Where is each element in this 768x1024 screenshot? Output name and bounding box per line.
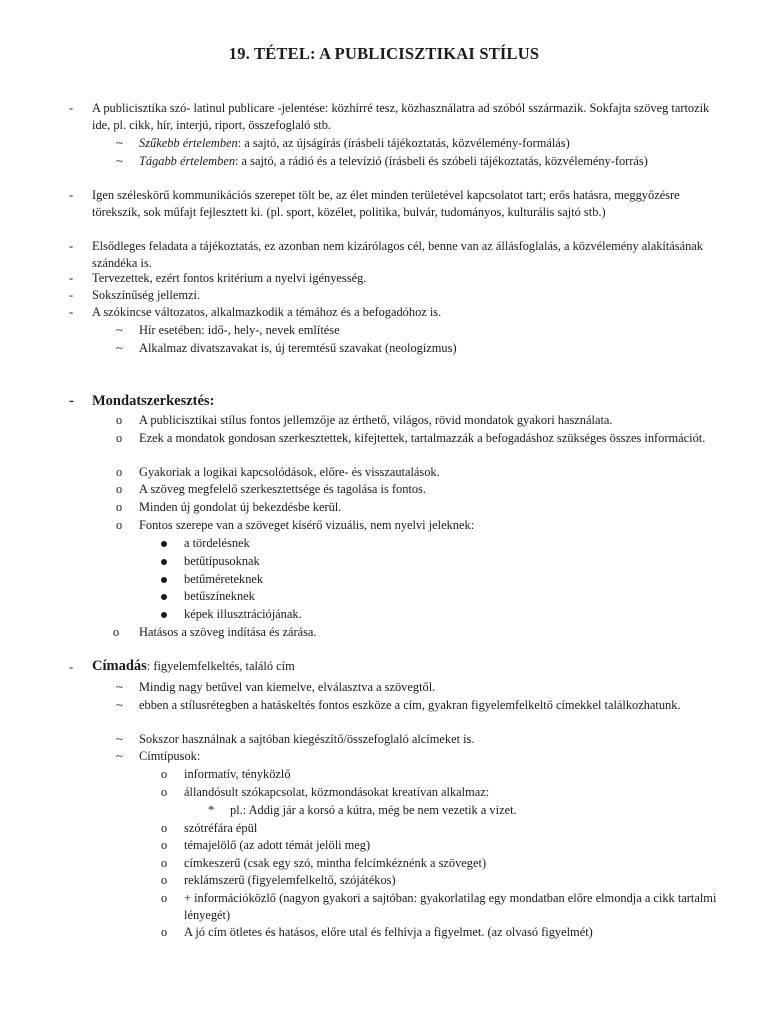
circle-marker: o bbox=[161, 925, 168, 939]
bullet-marker bbox=[161, 541, 167, 547]
tilde-marker: ~ bbox=[116, 698, 123, 712]
item-text: Gyakoriak a logikai kapcsolódások, előre- és visszautalások. bbox=[139, 465, 440, 479]
dash-marker: - bbox=[69, 660, 74, 674]
circle-marker: o bbox=[161, 821, 168, 835]
item-text: Sokszor használnak a sajtóban kiegészítő/összefoglaló alcímeket is. bbox=[139, 732, 475, 746]
dash-marker: - bbox=[69, 288, 74, 302]
item-text: címkeszerű (csak egy szó, mintha felcímkéznénk a szöveget) bbox=[184, 856, 487, 870]
item-text: Alkalmaz divatszavakat is, új teremtésű szavakat (neologizmus) bbox=[139, 341, 457, 355]
circle-marker: o bbox=[116, 413, 123, 427]
item-text: betűméreteknek bbox=[184, 572, 264, 586]
circle-marker: o bbox=[161, 856, 168, 870]
dash-marker: - bbox=[69, 271, 74, 285]
item-text: A publicisztika szó- latinul publicare -jelentése: közhírré tesz, közhasználatra ad szóból sszármazik. Sokfajta szöveg tartozik ide, pl. cikk, hír, interjú, riport, összefoglaló stb. bbox=[92, 101, 710, 132]
item-text: Ezek a mondatok gondosan szerkesztettek, kifejtettek, tartalmazzák a befogadáshoz szükséges összes információt. bbox=[139, 431, 706, 445]
item-text: Minden új gondolat új bekezdésbe kerül. bbox=[139, 500, 342, 514]
circle-marker: o bbox=[113, 625, 120, 639]
item-text: betűszíneknek bbox=[184, 589, 255, 603]
heading-text: Címadás: figyelemfelkeltés, találó cím bbox=[92, 658, 295, 674]
item-text: Elsődleges feladata a tájékoztatás, ez azonban nem kizárólagos cél, benne van az állásfoglalás, a közvélemény alakításának szándéka is. bbox=[92, 239, 703, 270]
item-text: reklámszerű (figyelemfelkeltő, szójátékos) bbox=[184, 873, 396, 887]
item-text: + információközlő (nagyon gyakori a sajtóban: gyakorlatilag egy mondatban előre elmondja a cikk tartalmi lényegét) bbox=[184, 891, 717, 922]
bullet-marker bbox=[161, 559, 167, 565]
circle-marker: o bbox=[161, 891, 168, 905]
item-text: Fontos szerepe van a szöveget kísérő vizuális, nem nyelvi jeleknek: bbox=[139, 518, 475, 532]
item-text: témajelölő (az adott témát jelöli meg) bbox=[184, 838, 371, 852]
item-text: A szöveg megfelelő szerkesztettsége és tagolása is fontos. bbox=[139, 482, 426, 496]
bullet-marker bbox=[161, 594, 167, 600]
item-text: a tördelésnek bbox=[184, 536, 250, 550]
item-text: Mindig nagy betűvel van kiemelve, elválasztva a szövegtől. bbox=[139, 680, 436, 694]
item-text: állandósult szókapcsolat, közmondásokat kreatívan alkalmaz: bbox=[184, 785, 490, 799]
item-text: ebben a stílusrétegben a hatáskeltés fontos eszköze a cím, gyakran figyelemfelkeltő címekkel találkozhatunk. bbox=[139, 698, 681, 712]
tilde-marker: ~ bbox=[116, 732, 123, 746]
item-text: Hatásos a szöveg indítása és zárása. bbox=[139, 625, 317, 639]
circle-marker: o bbox=[161, 873, 168, 887]
circle-marker: o bbox=[161, 838, 168, 852]
page-title: 19. TÉTEL: A PUBLICISZTIKAI STÍLUS bbox=[228, 44, 540, 63]
item-text: Sokszínűség jellemzi. bbox=[92, 288, 201, 302]
tilde-marker: ~ bbox=[116, 154, 123, 168]
dash-marker: - bbox=[69, 188, 74, 202]
circle-marker: o bbox=[161, 767, 168, 781]
item-text: képek illusztrációjának. bbox=[184, 607, 302, 621]
tilde-marker: ~ bbox=[116, 680, 123, 694]
item-text: A jó cím ötletes és hatásos, előre utal és felhívja a figyelmet. (az olvasó figyelmét) bbox=[184, 925, 593, 939]
item-text: A szókincse változatos, alkalmazkodik a témához és a befogadóhoz is. bbox=[92, 305, 442, 319]
tilde-marker: ~ bbox=[116, 749, 123, 763]
dash-marker: - bbox=[69, 239, 74, 253]
item-text: betűtípusoknak bbox=[184, 554, 260, 568]
dash-marker: - bbox=[69, 101, 74, 115]
tilde-marker: ~ bbox=[116, 341, 123, 355]
item-text: informatív, tényközlő bbox=[184, 767, 291, 781]
tilde-marker: ~ bbox=[116, 136, 123, 150]
dash-marker: - bbox=[69, 393, 74, 409]
item-text: Szűkebb értelemben: a sajtó, az újságírás (írásbeli tájékoztatás, közvélemény-formálás) bbox=[139, 136, 570, 150]
item-text: A publicisztikai stílus fontos jellemzője az érthető, világos, rövid mondatok gyakori használata. bbox=[139, 413, 613, 427]
circle-marker: o bbox=[116, 518, 123, 532]
item-text: Tágabb értelemben: a sajtó, a rádió és a televízió (írásbeli és szóbeli tájékoztatás, közvélemény-forrás) bbox=[139, 154, 648, 168]
bullet-marker bbox=[161, 577, 167, 583]
item-text: Igen széleskörű kommunikációs szerepet tölt be, az élet minden területével kapcsolatot tart; erős hatásra, meggyőzésre törekszik, sok műfajt fejlesztett ki. (pl. sport, közélet, politika, bulvár, tudományos, kulturális sajtó stb.) bbox=[92, 188, 680, 219]
item-text: Hír esetében: idő-, hely-, nevek említése bbox=[139, 323, 340, 337]
circle-marker: o bbox=[116, 431, 123, 445]
item-text: szótréfára épül bbox=[184, 821, 258, 835]
circle-marker: o bbox=[116, 465, 123, 479]
circle-marker: o bbox=[116, 482, 123, 496]
bullet-marker bbox=[161, 612, 167, 618]
circle-marker: o bbox=[161, 785, 168, 799]
item-text: Címtípusok: bbox=[139, 749, 201, 763]
dash-marker: - bbox=[69, 305, 74, 319]
tilde-marker: ~ bbox=[116, 323, 123, 337]
heading-text: Mondatszerkesztés: bbox=[92, 393, 215, 409]
circle-marker: o bbox=[116, 500, 123, 514]
star-marker: * bbox=[208, 803, 215, 817]
item-text: Tervezettek, ezért fontos kritérium a nyelvi igényesség. bbox=[92, 271, 367, 285]
item-text: pl.: Addig jár a korsó a kútra, még be nem vezetik a vizet. bbox=[230, 803, 517, 817]
